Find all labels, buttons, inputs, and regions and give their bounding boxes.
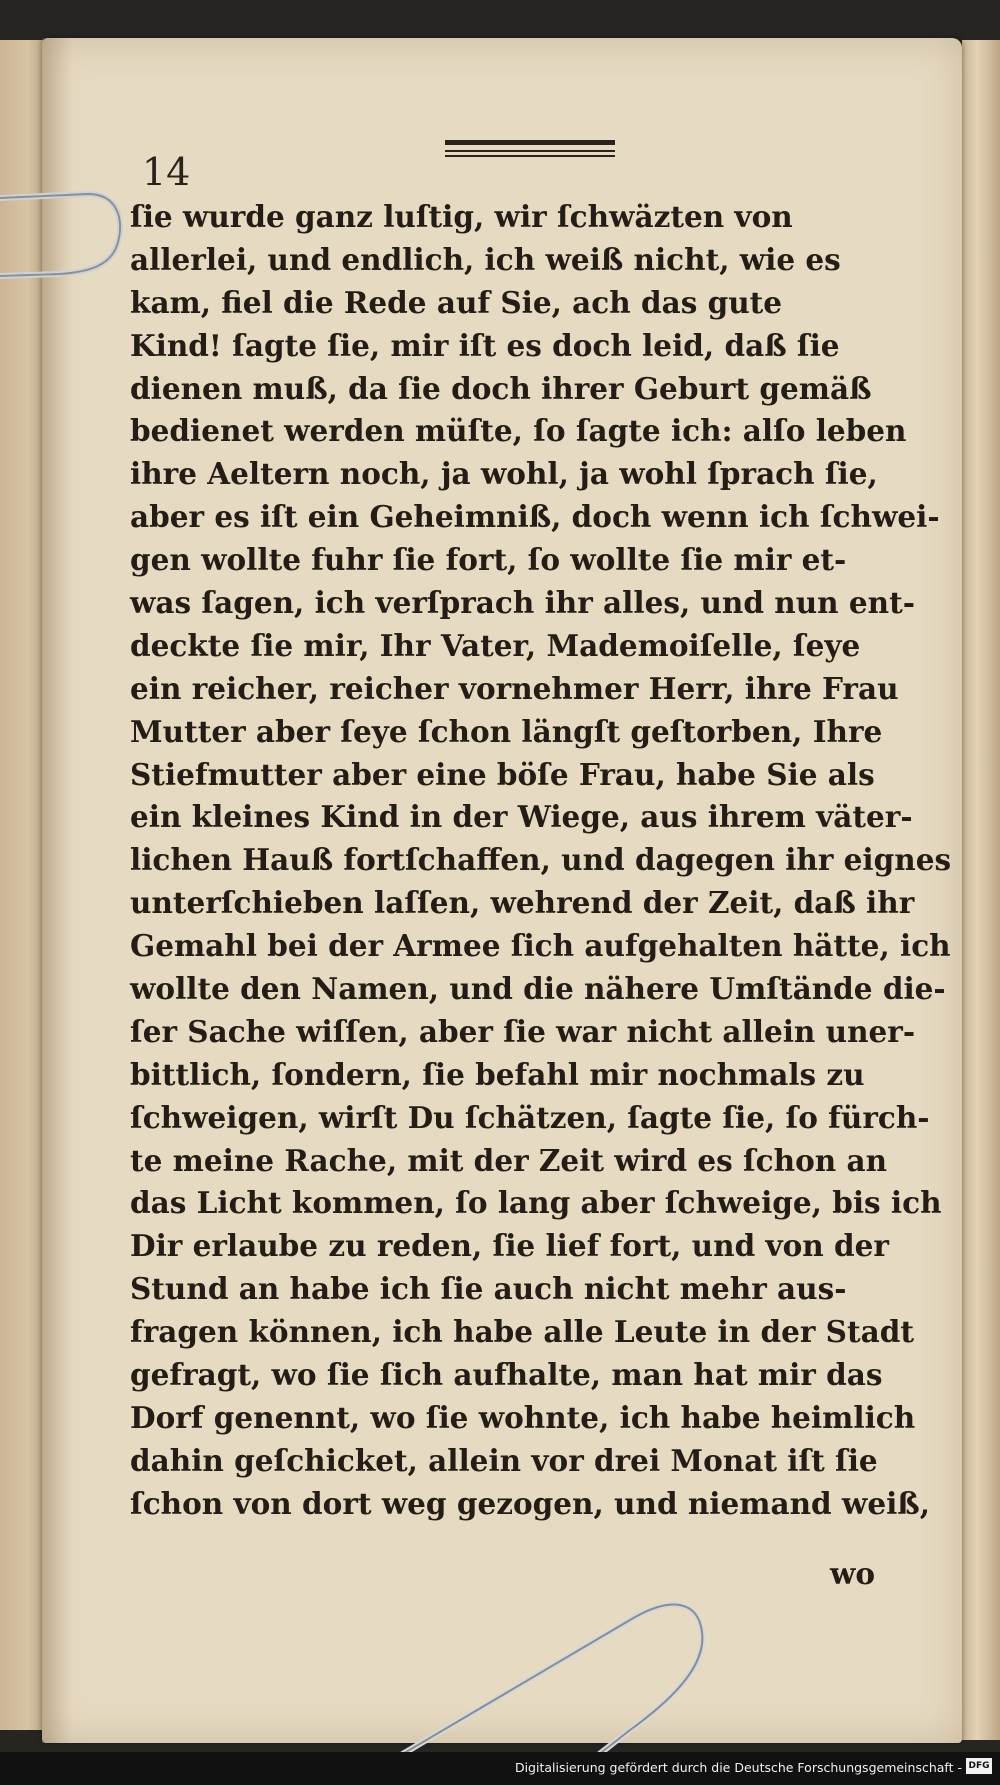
text-line: wollte den Namen, und die nähere Umſtände die- <box>130 971 946 1007</box>
text-line: bittlich, ſondern, ſie befahl mir nochmals zu <box>130 1056 865 1092</box>
body-text <box>130 196 952 1526</box>
text-line: ein reicher, reicher vornehmer Herr, ihre Frau <box>130 670 899 706</box>
text-line: Gemahl bei der Armee ſich aufgehalten hätte, ich <box>130 928 951 964</box>
digitization-credit: Digitalisierung gefördert durch die Deutsche Forschungsgemeinschaft - <box>514 1760 962 1775</box>
text-line: das Licht kommen, ſo lang aber ſchweige, bis ich <box>130 1185 942 1221</box>
ornament-bar <box>445 150 615 152</box>
catchword: wo <box>830 1556 876 1591</box>
text-line: te meine Rache, mit der Zeit wird es ſchon an <box>130 1142 888 1178</box>
ornament-bar <box>445 140 615 145</box>
text-line: lichen Hauß fortſchaffen, und dagegen ihr eignes <box>130 842 952 878</box>
text-line: aber es iſt ein Geheimniß, doch wenn ich ſchwei- <box>130 499 940 535</box>
text-line: Dorf genennt, wo ſie wohnte, ich habe heimlich <box>130 1399 916 1435</box>
text-line: deckte ſie mir, Ihr Vater, Mademoiſelle, ſeye <box>130 627 861 663</box>
text-line: bedienet werden müſte, ſo ſagte ich: alſo leben <box>130 413 907 449</box>
dfg-logo: DFG <box>966 1758 992 1774</box>
text-line: gen wollte fuhr ſie fort, ſo wollte ſie mir et- <box>130 542 847 578</box>
text-line: ihre Aeltern noch, ja wohl, ja wohl ſprach ſie, <box>130 456 878 492</box>
page-number: 14 <box>142 150 191 194</box>
text-line: dienen muß, da ſie doch ihrer Geburt gemäß <box>130 370 872 406</box>
paper-clip-top <box>0 180 140 320</box>
book-edge-right <box>962 40 1000 1740</box>
text-line: unterſchieben laſſen, wehrend der Zeit, daß ihr <box>130 885 915 921</box>
text-line: ſer Sache wiſſen, aber ſie war nicht allein uner- <box>130 1013 916 1049</box>
text-line: ſchweigen, wirſt Du ſchätzen, ſagte ſie, ſo fürch- <box>130 1099 930 1135</box>
text-line: Stiefmutter aber eine böſe Frau, habe Sie als <box>130 756 875 792</box>
text-line: fragen können, ich habe alle Leute in der Stadt <box>130 1314 914 1350</box>
text-line: ſchon von dort weg gezogen, und niemand weiß, <box>130 1485 930 1521</box>
text-line: ſie wurde ganz luſtig, wir ſchwäzten von <box>130 199 793 234</box>
ornament-bar <box>445 155 615 157</box>
text-line: was ſagen, ich verſprach ihr alles, und nun ent- <box>130 585 915 621</box>
text-line: Kind! ſagte ſie, mir iſt es doch leid, daß ſie <box>130 327 840 363</box>
header-ornament-rule <box>445 140 615 162</box>
text-line: allerlei, und endlich, ich weiß nicht, wie es <box>130 241 841 277</box>
text-line: gefragt, wo ſie ſich aufhalte, man hat mir das <box>130 1357 883 1393</box>
text-line: Mutter aber ſeye ſchon längſt geſtorben, Ihre <box>130 713 883 749</box>
text-line: Dir erlaube zu reden, ſie lief fort, und von der <box>130 1228 889 1264</box>
text-line: kam, fiel die Rede auf Sie, ach das gute <box>130 284 783 320</box>
text-line: ein kleines Kind in der Wiege, aus ihrem väter- <box>130 799 913 835</box>
text-line: Stund an habe ich ſie auch nicht mehr aus- <box>130 1271 847 1307</box>
text-line: dahin geſchicket, allein vor drei Monat iſt ſie <box>130 1442 878 1478</box>
